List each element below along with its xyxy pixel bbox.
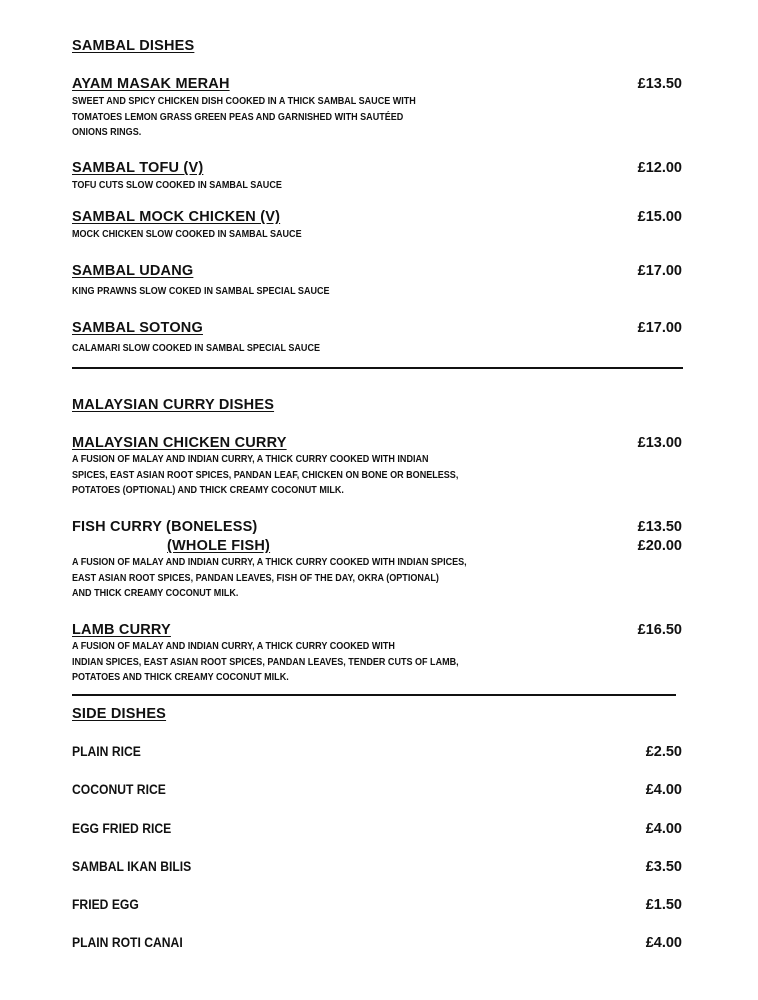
side-dish-price: £2.50 <box>645 744 682 760</box>
dish-description: SWEET AND SPICY CHICKEN DISH COOKED IN A THICK SAMBAL SAUCE WITH TOMATOES LEMON GRASS GREEN PEAS AND GARNISHED WITH SAUTÉED ONIONS RINGS. <box>72 95 416 138</box>
dish-description: CALAMARI SLOW COOKED IN SAMBAL SPECIAL SAUCE <box>72 342 321 354</box>
side-dish-name: EGG FRIED RICE <box>72 821 172 836</box>
dish-price: £16.50 <box>637 622 682 638</box>
section-divider <box>72 367 683 369</box>
section-divider <box>72 694 676 696</box>
dish-name: SAMBAL UDANG <box>72 263 194 279</box>
side-dish-name: SAMBAL IKAN BILIS <box>72 859 192 874</box>
dish-description: KING PRAWNS SLOW COKED IN SAMBAL SPECIAL SAUCE <box>72 285 330 297</box>
side-dish-price: £3.50 <box>645 859 682 875</box>
dish-name: AYAM MASAK MERAH <box>72 76 230 92</box>
dish-name: SAMBAL SOTONG <box>72 320 203 336</box>
section-heading-curry: MALAYSIAN CURRY DISHES <box>72 397 275 413</box>
dish-name: FISH CURRY (BONELESS) <box>72 519 258 535</box>
side-dish-price: £4.00 <box>645 782 682 798</box>
dish-variant-name: (WHOLE FISH) <box>167 538 271 554</box>
section-heading-sides: SIDE DISHES <box>72 706 167 722</box>
dish-description: TOFU CUTS SLOW COOKED IN SAMBAL SAUCE <box>72 179 282 191</box>
dish-name: MALAYSIAN CHICKEN CURRY <box>72 435 287 451</box>
dish-price: £15.00 <box>637 209 682 225</box>
dish-name: SAMBAL TOFU (V) <box>72 160 204 176</box>
side-dish-name: PLAIN ROTI CANAI <box>72 935 183 950</box>
dish-description: MOCK CHICKEN SLOW COOKED IN SAMBAL SAUCE <box>72 228 302 240</box>
dish-description: A FUSION OF MALAY AND INDIAN CURRY, A THICK CURRY COOKED WITH INDIAN SPICES, EAST ASIAN ROOT SPICES, PANDAN LEAVES, TENDER CUTS OF LAMB, POTATOES AND THICK CREAMY COCONUT MILK. <box>72 640 459 683</box>
dish-variant-price: £20.00 <box>637 538 682 554</box>
side-dish-name: COCONUT RICE <box>72 782 166 797</box>
dish-name: SAMBAL MOCK CHICKEN (V) <box>72 209 281 225</box>
section-heading-sambal: SAMBAL DISHES <box>72 38 195 54</box>
dish-price: £17.00 <box>637 263 682 279</box>
dish-description: A FUSION OF MALAY AND INDIAN CURRY, A THICK CURRY COOKED WITH INDIAN SPICES, EAST ASIAN ROOT SPICES, PANDAN LEAVES, FISH OF THE DAY, OKRA (OPTIONAL) AND THICK CREAMY COCONUT MILK. <box>72 556 467 599</box>
side-dish-name: FRIED EGG <box>72 897 139 912</box>
dish-price: £17.00 <box>637 320 682 336</box>
side-dish-price: £4.00 <box>645 821 682 837</box>
dish-price: £12.00 <box>637 160 682 176</box>
side-dish-price: £1.50 <box>645 897 682 913</box>
dish-description: A FUSION OF MALAY AND INDIAN CURRY, A THICK CURRY COOKED WITH INDIAN SPICES, EAST ASIAN ROOT SPICES, PANDAN LEAF, CHICKEN ON BONE OR BONELESS, POTATOES (OPTIONAL) AND THICK CREAMY COCONUT MILK. <box>72 453 459 496</box>
dish-price: £13.50 <box>637 519 682 535</box>
side-dish-name: PLAIN RICE <box>72 744 141 759</box>
dish-price: £13.00 <box>637 435 682 451</box>
side-dish-price: £4.00 <box>645 935 682 951</box>
dish-price: £13.50 <box>637 76 682 92</box>
dish-name: LAMB CURRY <box>72 622 171 638</box>
